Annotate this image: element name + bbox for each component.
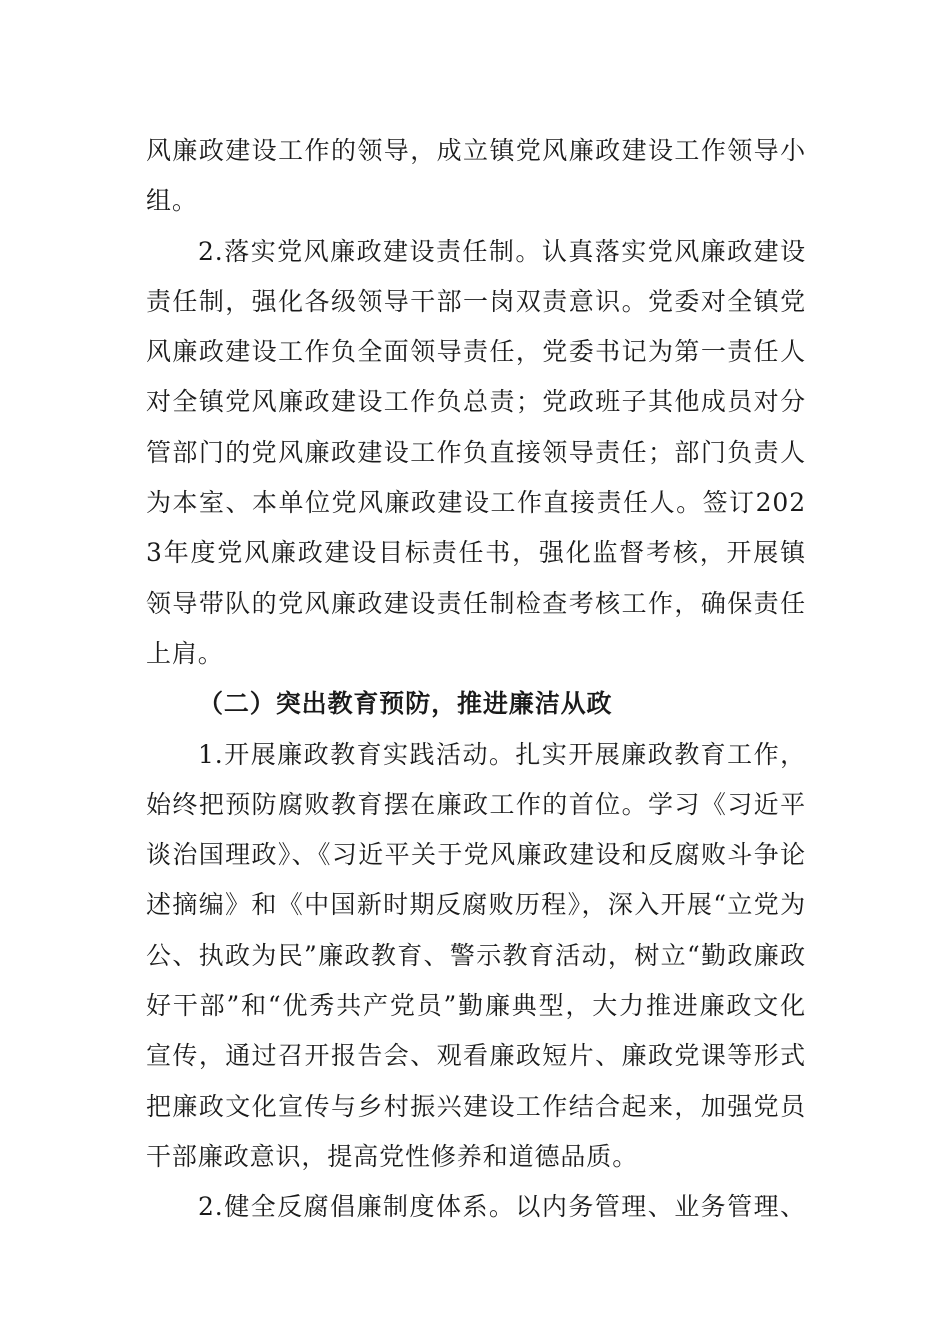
paragraph-anti-corruption-system: 2.健全反腐倡廉制度体系。以内务管理、业务管理、 (198, 1192, 806, 1222)
section-heading-education-prevention: （二）突出教育预防，推进廉洁从政 (198, 689, 613, 719)
paragraph-continuation: 风廉政建设工作的领导，成立镇党风廉政建设工作领导小组。 (146, 136, 806, 216)
paragraph-integrity-education: 1.开展廉政教育实践活动。扎实开展廉政教育工作，始终把预防腐败教育摆在廉政工作的首位。学习《习近平谈治国理政》、《习近平关于党风廉政建设和反腐败斗争论述摘编》和《中国新时期反腐败历程》，深入开展“立党为公、执政为民”廉政教育、警示教育活动，树立“勤政廉政好干部”和“优秀共产党员”勤廉典型，大力推进廉政文化宣传，通过召开报告会、观看廉政短片、廉政党课等形式把廉政文化宣传与乡村振兴建设工作结合起来，加强党员干部廉政意识，提高党性修养和道德品质。 (146, 739, 806, 1171)
document-page (146, 126, 806, 1233)
paragraph-responsibility-system: 2.落实党风廉政建设责任制。认真落实党风廉政建设责任制，强化各级领导干部一岗双责意识。党委对全镇党风廉政建设工作负全面领导责任，党委书记为第一责任人对全镇党风廉政建设工作负总责；党政班子其他成员对分管部门的党风廉政建设工作负直接领导责任；部门负责人为本室、本单位党风廉政建设工作直接责任人。签订2023年度党风廉政建设目标责任书，强化监督考核，开展镇领导带队的党风廉政建设责任制检查考核工作，确保责任上肩。 (146, 236, 806, 668)
